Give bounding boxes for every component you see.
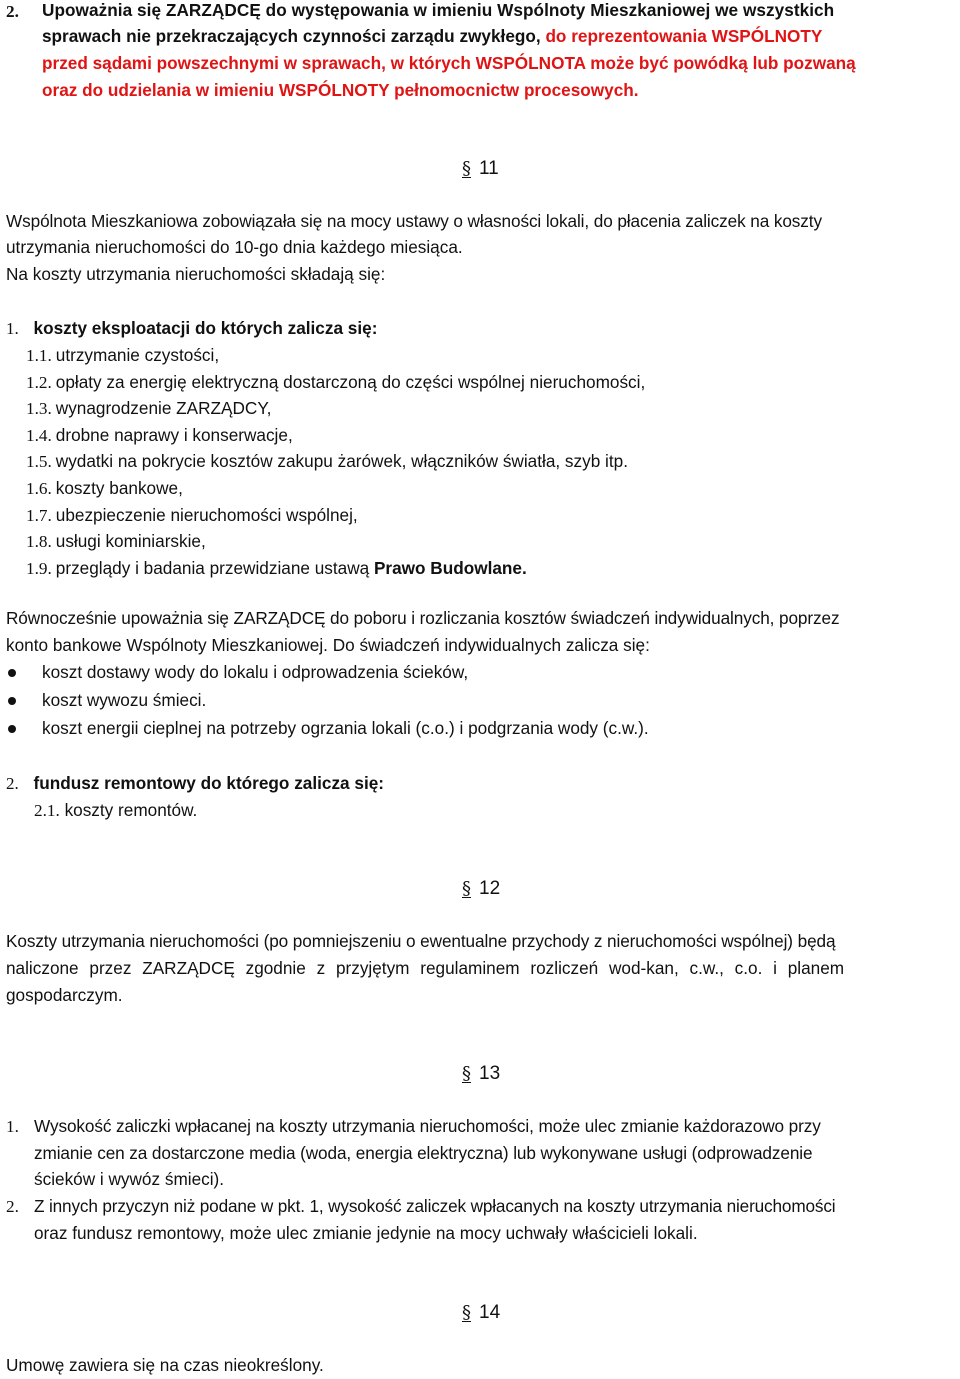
list-1-item [26, 478, 183, 499]
list-item-text: utrzymanie czystości, [55, 345, 220, 365]
section-12-heading [462, 878, 500, 900]
s11-paragraph-2: Na koszty utrzymania nieruchomości składają się: [6, 264, 386, 284]
item-2-line-2-red: do reprezentowania WSPÓLNOTY [545, 26, 823, 46]
list-item-number: 1.2. [26, 372, 52, 392]
list-item-number: 2.1. [34, 801, 60, 820]
bullet-icon [8, 725, 16, 733]
section-14-heading [462, 1302, 500, 1324]
s13-item-2-line-2: oraz fundusz remontowy, może ulec zmianie jedynie na mocy uchwały właścicieli lokali. [34, 1223, 698, 1243]
section-11-heading [462, 158, 499, 180]
s13-item-1-line-3: ścieków i wywóz śmieci). [34, 1169, 225, 1189]
list-item-bold-text: Prawo Budowlane. [373, 557, 527, 578]
list-2-item [34, 800, 197, 821]
list-item-number: 1.3. [26, 399, 52, 419]
item-2-line-2 [42, 26, 822, 47]
list-1-heading [6, 318, 377, 339]
section-number: 13 [479, 1063, 501, 1084]
list-item-number: 1.6. [26, 479, 52, 498]
list-1-item [26, 398, 271, 419]
list-item-number: 1.4. [26, 425, 52, 445]
s13-item-1-number: 1. [6, 1117, 19, 1136]
list-item-text: koszty remontów. [64, 800, 198, 820]
section-number: 14 [479, 1302, 501, 1323]
s13-item-2-line-1: Z innych przyczyn niż podane w pkt. 1, wysokość zaliczek wpłacanych na koszty utrzymania nieruchomości [34, 1196, 836, 1216]
s14-text: Umowę zawiera się na czas nieokreślony. [6, 1355, 324, 1375]
list-item-text: usługi kominiarskie, [55, 531, 206, 552]
section-symbol: § [462, 878, 471, 899]
list-2-number: 2. [6, 774, 19, 793]
list-item-number: 1.7. [26, 505, 52, 525]
list-2-title: fundusz remontowy do którego zalicza się: [33, 773, 385, 793]
s11-paragraph-3-line-2: konto bankowe Wspólnoty Mieszkaniowej. Do świadczeń indywidualnych zalicza się: [6, 635, 650, 655]
bullet-item: koszt energii cieplnej na potrzeby ogrzania lokali (c.o.) i podgrzania wody (c.w.). [42, 718, 649, 738]
list-item-text: przeglądy i badania przewidziane ustawą [55, 557, 374, 578]
item-2-line-3: przed sądami powszechnymi w sprawach, w których WSPÓLNOTA może być powódką lub pozwaną [42, 53, 856, 73]
item-2-line-4: oraz do udzielania w imieniu WSPÓLNOTY pełnomocnictw procesowych. [42, 80, 639, 100]
section-number: 12 [479, 878, 501, 899]
list-1-item [26, 451, 628, 472]
item-2-line-1-text: Upoważnia się ZARZĄDCĘ do występowania w imieniu Wspólnoty Mieszkaniowej we wszystkich [42, 0, 835, 20]
list-2-heading [6, 773, 384, 794]
item-2-number: 2. [6, 2, 19, 21]
item-2-line-1 [42, 0, 956, 21]
list-1-item [26, 505, 358, 526]
section-symbol: § [462, 158, 471, 179]
list-1-item [26, 372, 645, 393]
list-1-number: 1. [6, 319, 19, 338]
list-1-item [26, 558, 527, 579]
list-item-number: 1.9. [26, 558, 52, 578]
bullet-icon [8, 669, 16, 677]
section-symbol: § [462, 1063, 471, 1084]
list-item-text: opłaty za energię elektryczną dostarczoną do części wspólnej nieruchomości, [55, 371, 646, 392]
section-symbol: § [462, 1302, 471, 1323]
list-1-item [26, 531, 206, 552]
s11-paragraph-3-line-1: Równocześnie upoważnia się ZARZĄDCĘ do poboru i rozliczania kosztów świadczeń indywidualnych, poprzez [6, 608, 840, 628]
list-item-text: wynagrodzenie ZARZĄDCY, [55, 398, 272, 419]
list-item-text: wydatki na pokrycie kosztów zakupu żarówek, włączników światła, szyb itp. [55, 451, 628, 472]
item-2-line-2-text: sprawach nie przekraczających czynności zarządu zwykłego, [42, 26, 546, 46]
section-13-heading [462, 1063, 500, 1085]
s12-line-1: Koszty utrzymania nieruchomości (po pomniejszeniu o ewentualne przychody z nieruchomości wspólnej) będą [6, 931, 836, 951]
section-number: 11 [479, 158, 499, 179]
s13-item-2-number: 2. [6, 1197, 19, 1216]
s13-item-1-line-1: Wysokość zaliczki wpłacanej na koszty utrzymania nieruchomości, może ulec zmianie każdorazowo przy [34, 1116, 821, 1136]
s13-item-1-line-2: zmianie cen za dostarczone media (woda, energia elektryczna) lub wykonywane usługi (odprowadzenie [34, 1143, 813, 1163]
list-1-title: koszty eksploatacji do których zalicza się: [33, 318, 378, 338]
bullet-item: koszt dostawy wody do lokalu i odprowadzenia ścieków, [42, 662, 469, 682]
bullet-icon [8, 697, 16, 705]
s12-line-3: gospodarczym. [6, 985, 123, 1005]
list-item-text: drobne naprawy i konserwacje, [55, 424, 293, 445]
list-item-text: ubezpieczenie nieruchomości wspólnej, [55, 504, 358, 525]
s12-line-2: naliczone przez ZARZĄDCĘ zgodnie z przyjętym regulaminem rozliczeń wod-kan, c.w., c.o. i planem [6, 958, 845, 978]
list-item-number: 1.5. [26, 452, 52, 472]
s11-paragraph-1-line-1: Wspólnota Mieszkaniowa zobowiązała się na mocy ustawy o własności lokali, do płacenia zaliczek na koszty [6, 211, 822, 231]
list-1-item [26, 425, 293, 446]
list-item-text: koszty bankowe, [55, 478, 183, 498]
s11-paragraph-1-line-2: utrzymania nieruchomości do 10-go dnia każdego miesiąca. [6, 237, 463, 257]
list-item-number: 1.8. [26, 532, 52, 552]
list-item-number: 1.1. [26, 346, 52, 365]
list-1-item [26, 345, 219, 366]
bullet-item: koszt wywozu śmieci. [42, 690, 207, 710]
